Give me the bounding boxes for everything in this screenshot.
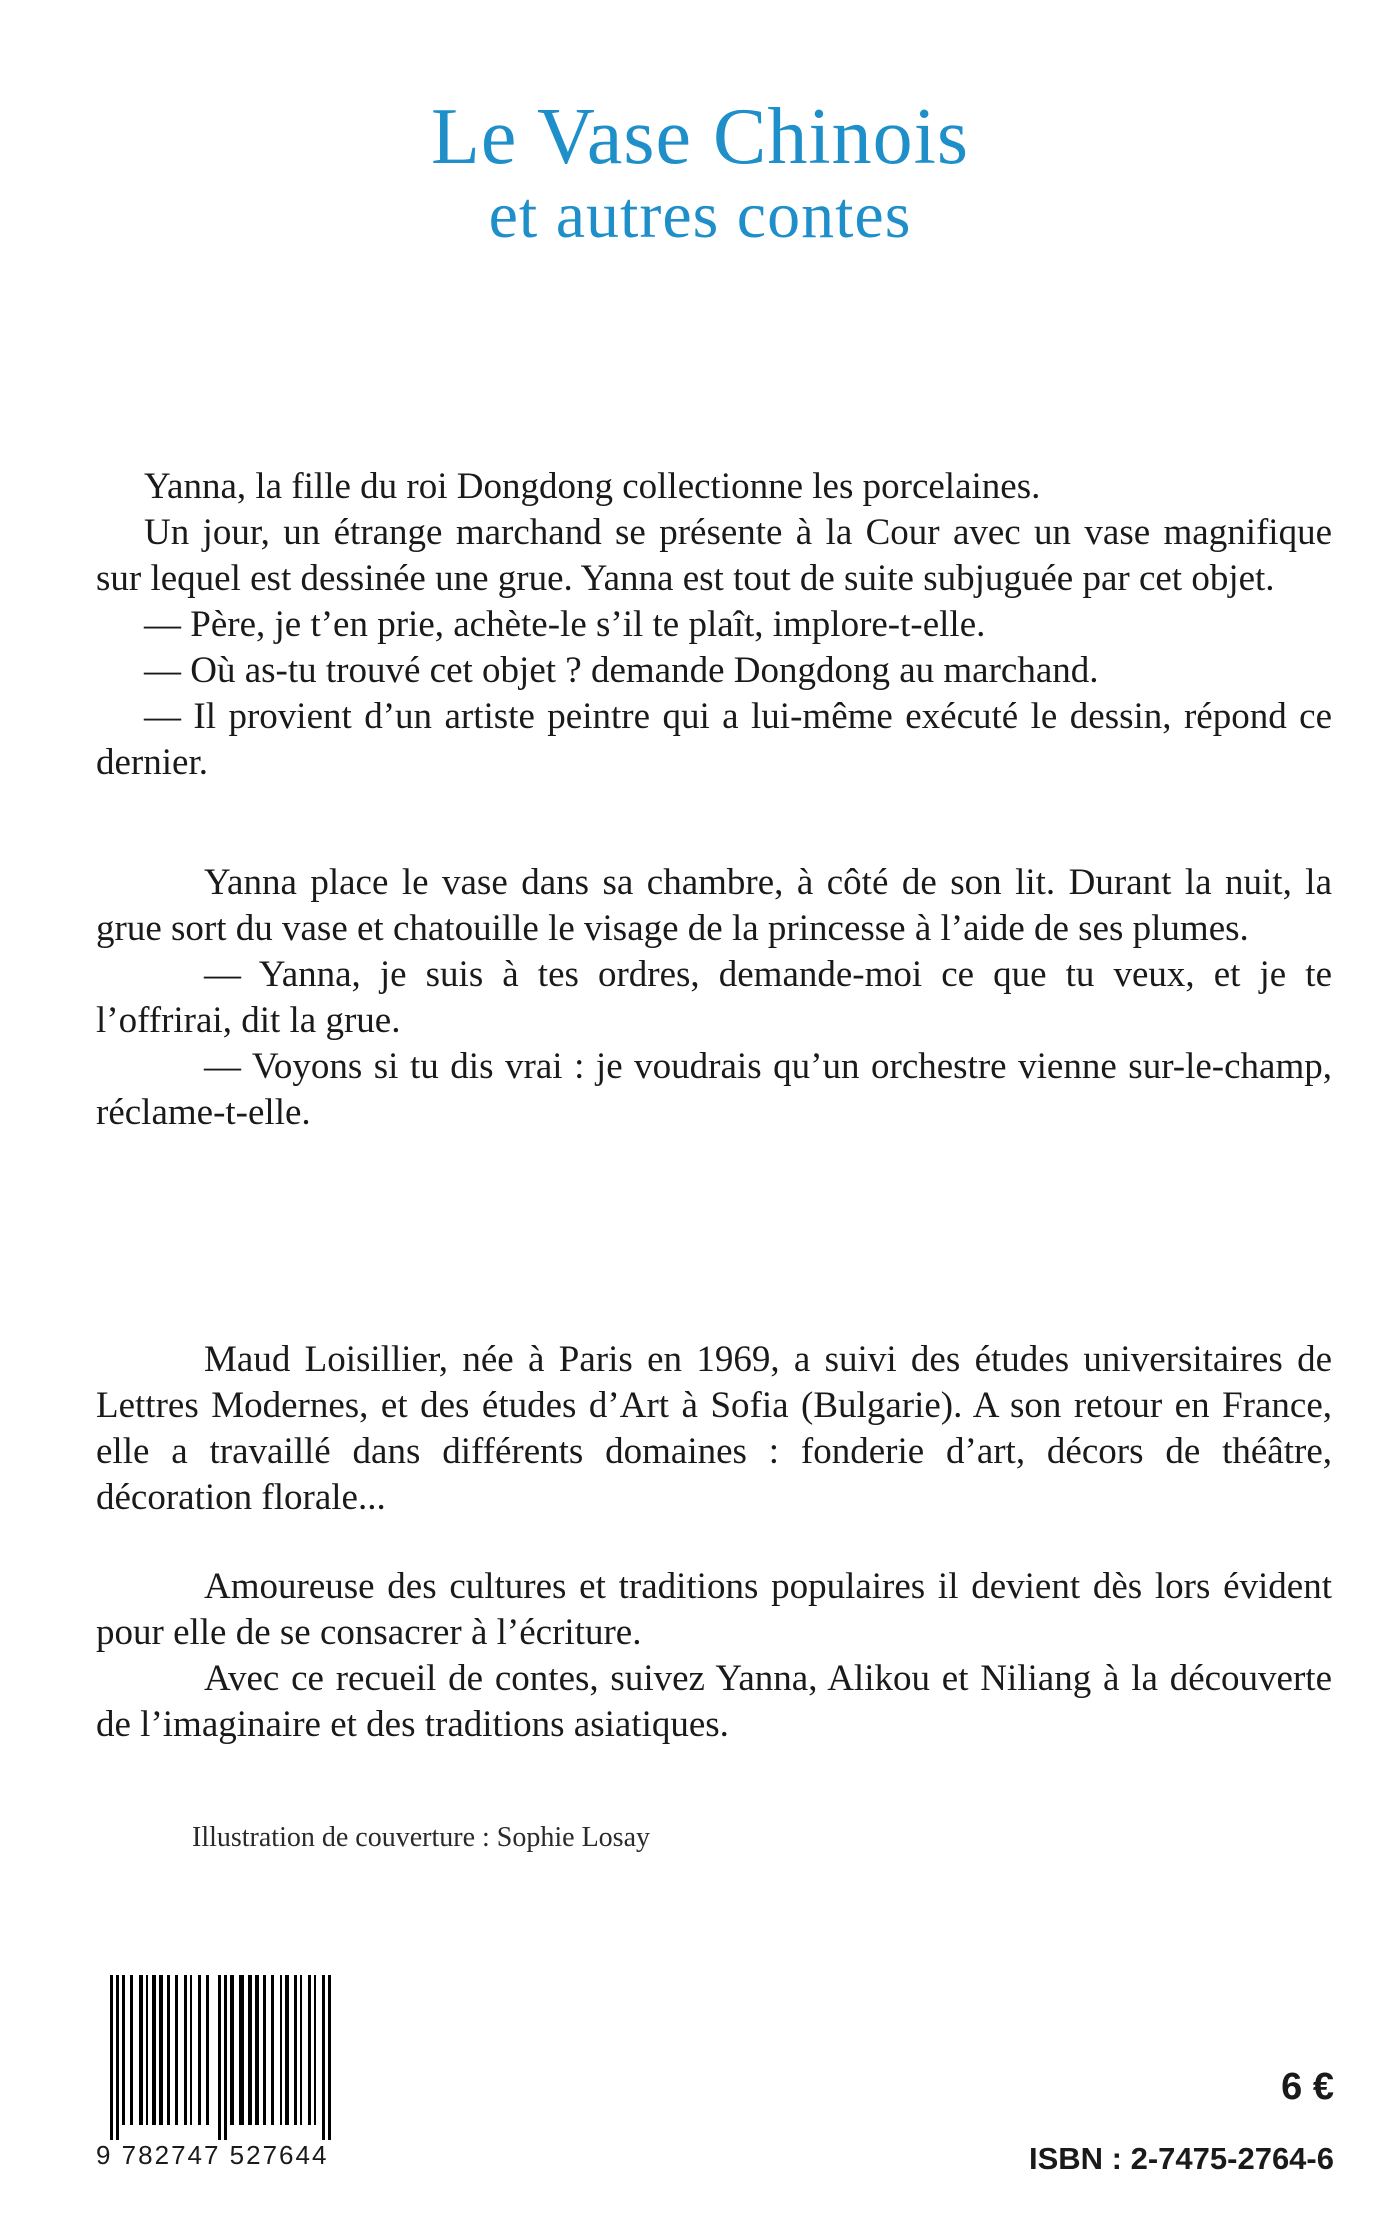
barcode-bar bbox=[122, 1975, 125, 2125]
barcode-bar bbox=[110, 1975, 113, 2145]
barcode-bar bbox=[328, 1975, 331, 2145]
barcode-bar bbox=[271, 1975, 274, 2125]
paragraph: — Voyons si tu dis vrai : je voudrais qu’un orchestre vienne sur-le-champ, réclame-t-elle. bbox=[96, 1046, 1332, 1133]
barcode-bar bbox=[248, 1975, 252, 2125]
paragraph: — Yanna, je suis à tes ordres, demande-moi ce que tu veux, et je te l’offrirai, dit la grue. bbox=[96, 954, 1332, 1041]
paragraph: — Où as-tu trouvé cet objet ? demande Dongdong au marchand. bbox=[144, 650, 1099, 691]
barcode-bar bbox=[230, 1975, 234, 2125]
barcode-bar bbox=[239, 1975, 244, 2125]
barcode-bar bbox=[146, 1975, 148, 2125]
excerpt-block-2 bbox=[96, 860, 1332, 1136]
barcode-bar bbox=[300, 1975, 302, 2125]
barcode-bar bbox=[198, 1975, 201, 2125]
barcode-bars bbox=[96, 1975, 418, 2145]
author-bio-block-2 bbox=[96, 1564, 1332, 1748]
paragraph: Yanna place le vase dans sa chambre, à côté de son lit. Durant la nuit, la grue sort du vase et chatouille le visage de la princesse à l’aide de ses plumes. bbox=[96, 862, 1332, 949]
barcode-bar bbox=[308, 1975, 311, 2125]
barcode-bar bbox=[184, 1975, 187, 2125]
barcode-bar bbox=[159, 1975, 163, 2125]
paragraph: Amoureuse des cultures et traditions populaires il devient dès lors évident pour elle de se consacrer à l’écriture. bbox=[96, 1566, 1332, 1653]
illustration-credit: Illustration de couverture : Sophie Losay bbox=[192, 1822, 650, 1853]
book-title: Le Vase Chinois bbox=[431, 93, 969, 181]
author-bio-block-1 bbox=[96, 1337, 1332, 1521]
barcode-bar bbox=[175, 1975, 178, 2125]
paragraph: Avec ce recueil de contes, suivez Yanna, Alikou et Niliang à la découverte de l’imaginaire et des traditions asiatiques. bbox=[96, 1658, 1332, 1745]
paragraph: — Père, je t’en prie, achète-le s’il te plaît, implore-t-elle. bbox=[144, 604, 986, 645]
barcode-bar bbox=[285, 1975, 289, 2125]
barcode-bar bbox=[280, 1975, 282, 2125]
price: 6 € bbox=[1281, 2066, 1334, 2108]
barcode-bar bbox=[190, 1975, 192, 2125]
paragraph: Maud Loisillier, née à Paris en 1969, a suivi des études universitaires de Lettres Modernes, et des études d’Art à Sofia (Bulgarie). A son retour en France, elle a travaillé dans différents domaines : fonderie d’art, décors de théâtre, décoration florale... bbox=[96, 1339, 1332, 1518]
paragraph: — Il provient d’un artiste peintre qui a lui-même exécuté le dessin, répond ce dernier. bbox=[96, 696, 1332, 783]
barcode-bar bbox=[218, 1975, 221, 2145]
barcode-bar bbox=[152, 1975, 156, 2125]
barcode-bar bbox=[322, 1975, 325, 2145]
barcode-bar bbox=[255, 1975, 259, 2125]
barcode-bar bbox=[139, 1975, 143, 2125]
paragraph: Yanna, la fille du roi Dongdong collectionne les porcelaines. bbox=[144, 466, 1041, 507]
paragraph: Un jour, un étrange marchand se présente à la Cour avec un vase magnifique sur lequel est dessinée une grue. Yanna est tout de suite subjuguée par cet objet. bbox=[96, 512, 1332, 599]
barcode-bar bbox=[116, 1975, 119, 2145]
barcode-bar bbox=[314, 1975, 316, 2125]
isbn: ISBN : 2-7475-2764-6 bbox=[1029, 2141, 1334, 2176]
barcode-digits: 9 782747 527644 bbox=[96, 2140, 418, 2170]
barcode-bar bbox=[224, 1975, 227, 2145]
barcode-bar bbox=[167, 1975, 170, 2125]
excerpt-block-1 bbox=[96, 464, 1332, 786]
barcode-bar bbox=[130, 1975, 133, 2125]
barcode-bar bbox=[294, 1975, 297, 2125]
barcode-bar bbox=[263, 1975, 266, 2125]
book-subtitle: et autres contes bbox=[488, 179, 912, 252]
barcode-bar bbox=[206, 1975, 209, 2125]
